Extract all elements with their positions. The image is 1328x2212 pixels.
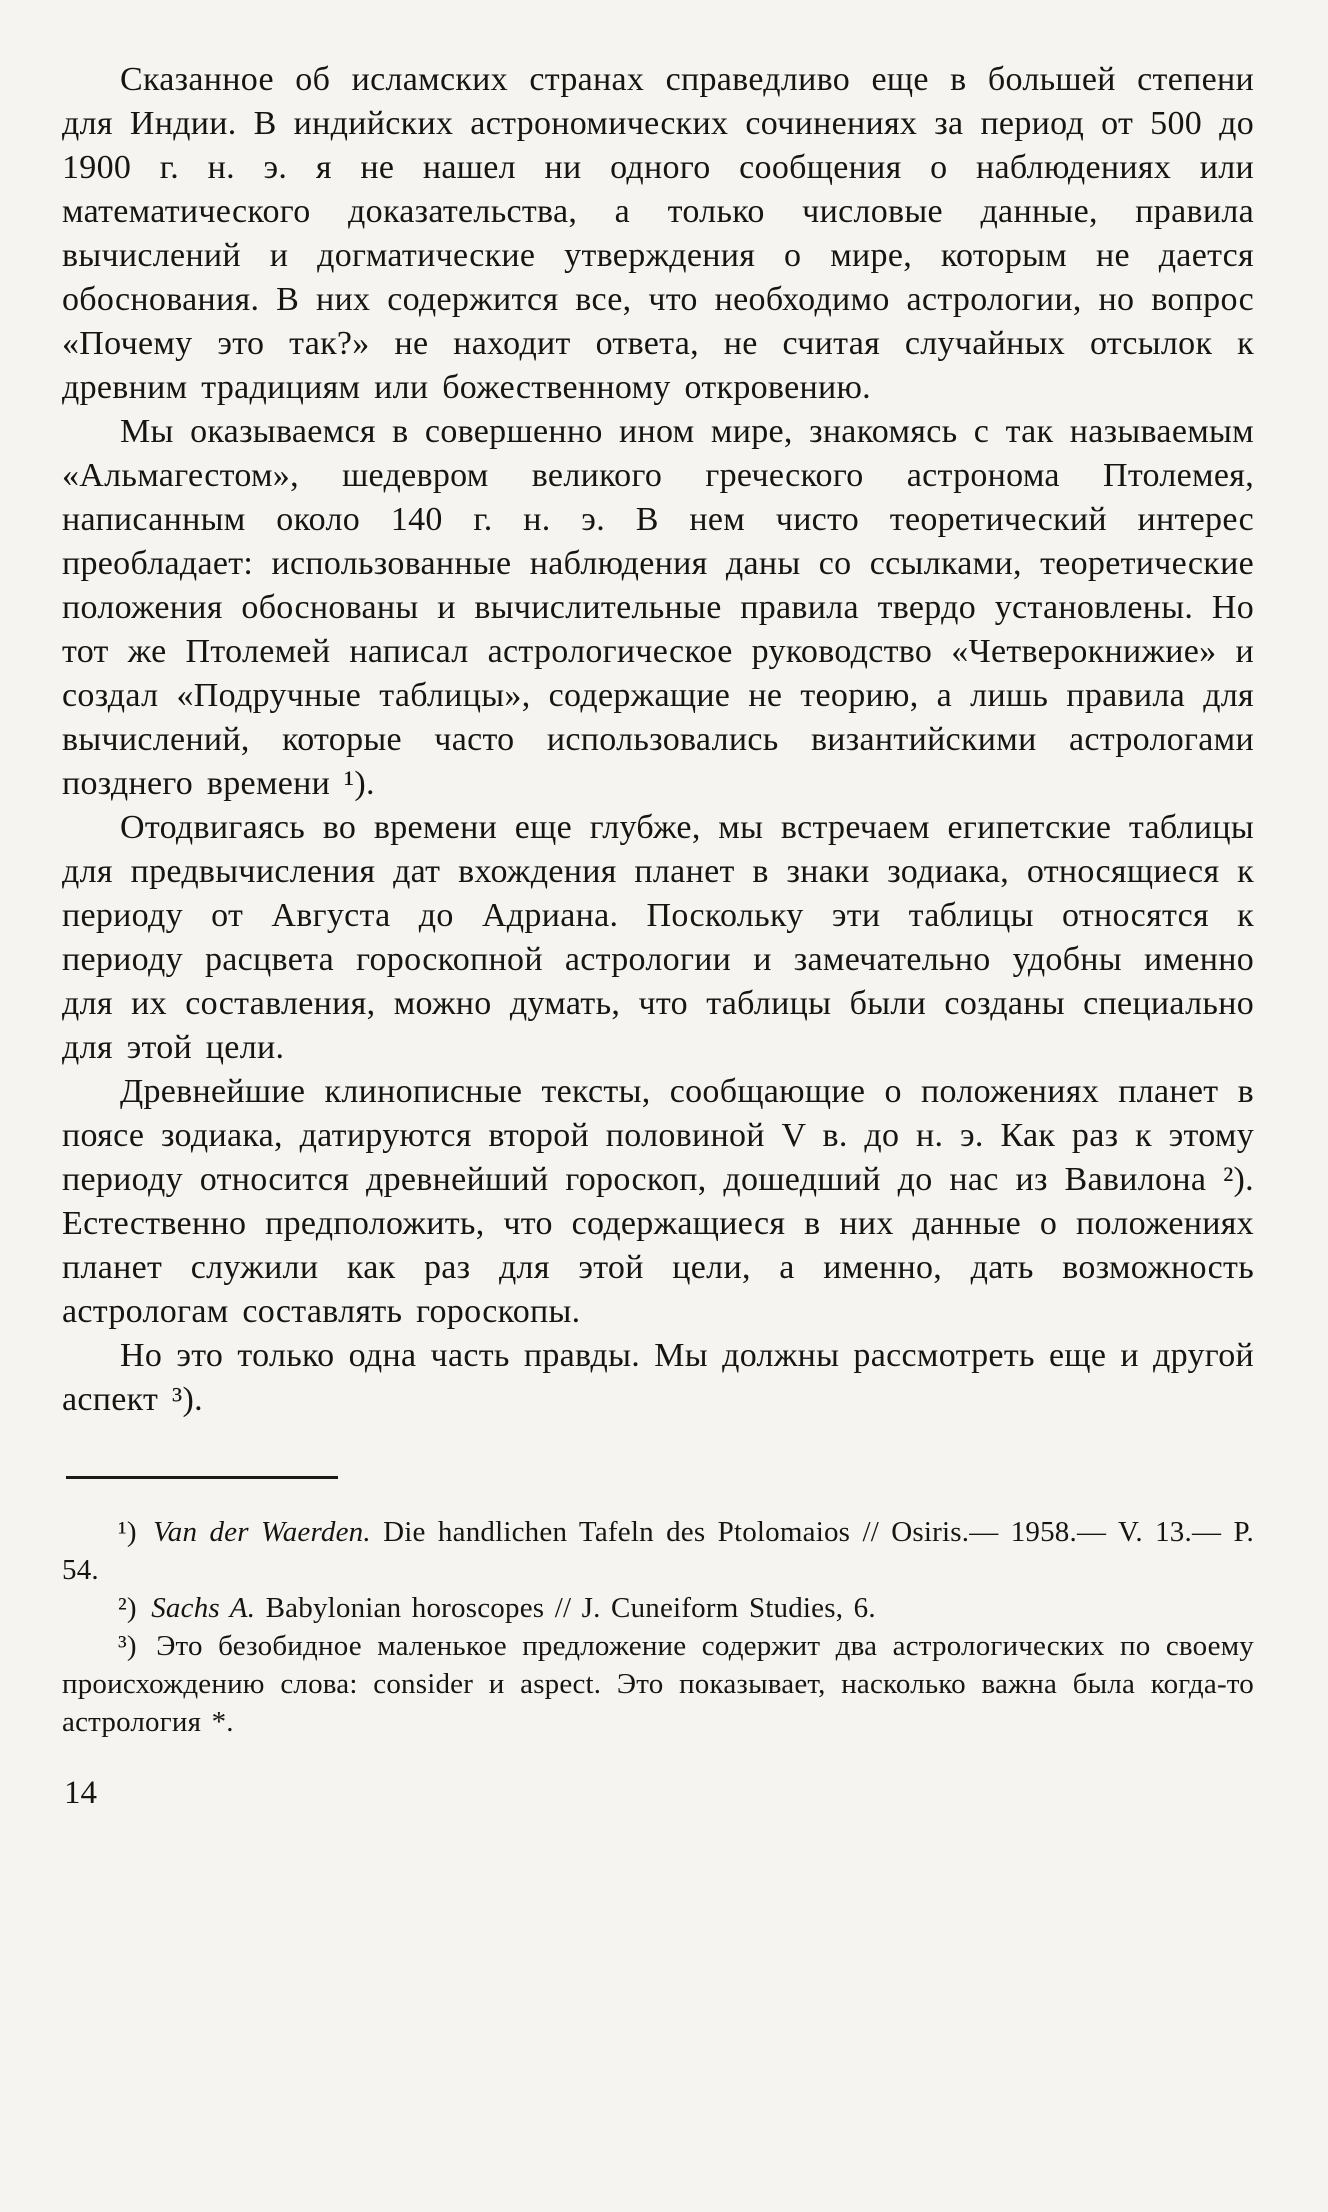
footnote-2: [62, 1589, 1254, 1627]
footnote-3: [62, 1627, 1254, 1741]
footnote-1-marker: ¹): [118, 1516, 137, 1548]
footnote-2-author: Sachs A.: [151, 1592, 256, 1624]
footnotes-section: [62, 1513, 1254, 1741]
paragraph-almagest: Мы оказываемся в совершенно ином мире, знакомясь с так называемым «Альмагестом», шедевром великого греческого астронома Птолемея, написанным около 140 г. н. э. В нем чисто теоретический интерес преобладает: использованные наблюдения даны со ссылками, теоретические положения обоснованы и вычислительные правила твердо установлены. Но тот же Птолемей написал астрологическое руководство «Четверокнижие» и создал «Подручные таблицы», содержащие не теорию, а лишь правила для вычислений, которые часто использовались византийскими астрологами позднего времени ¹).: [62, 413, 1254, 802]
footnote-2-marker: ²): [118, 1592, 137, 1624]
footnote-separator-rule: [66, 1476, 338, 1479]
footnote-1-author: Van der Waerden.: [153, 1516, 371, 1548]
footnote-3-text: Это безобидное маленькое предложение содержит два астрологических по своему происхождению слова: consider и aspect. Это показывает, насколько важна была когда-то астрология *.: [62, 1630, 1255, 1738]
page-number: 14: [64, 1775, 97, 1811]
footnote-1: [62, 1513, 1254, 1589]
footnote-2-text: Babylonian horoscopes // J. Cuneiform Studies, 6.: [265, 1592, 876, 1624]
page-body-text: [62, 58, 1254, 1422]
paragraph-egyptian-tables: Отодвигаясь во времени еще глубже, мы встречаем египетские таблицы для предвычисления дат вхождения планет в знаки зодиака, относящиеся к периоду от Августа до Адриана. Поскольку эти таблицы относятся к периоду расцвета гороскопной астрологии и замечательно удобны именно для их составления, можно думать, что таблицы были созданы специально для этой цели.: [62, 809, 1254, 1066]
paragraph-other-aspect: Но это только одна часть правды. Мы должны рассмотреть еще и другой аспект ³).: [62, 1337, 1254, 1418]
footnote-3-marker: ³): [118, 1630, 137, 1662]
paragraph-islamic-countries: Сказанное об исламских странах справедливо еще в большей степени для Индии. В индийских астрономических сочинениях за период от 500 до 1900 г. н. э. я не нашел ни одного сообщения о наблюдениях или математического доказательства, а только числовые данные, правила вычислений и догматические утверждения о мире, которым не дается обоснования. В них содержится все, что необходимо астрологии, но вопрос «Почему это так?» не находит ответа, не считая случайных отсылок к древним традициям или божественному откровению.: [62, 61, 1254, 406]
footnote-1-text: Die handlichen Tafeln des Ptolomaios // Osiris.— 1958.— V. 13.— P. 54.: [62, 1516, 1255, 1586]
paragraph-cuneiform-texts: Древнейшие клинописные тексты, сообщающие о положениях планет в поясе зодиака, датируются второй половиной V в. до н. э. Как раз к этому периоду относится древнейший гороскоп, дошедший до нас из Вавилона ²). Естественно предположить, что содержащиеся в них данные о положениях планет служили как раз для этой цели, а именно, дать возможность астрологам составлять гороскопы.: [62, 1073, 1254, 1330]
